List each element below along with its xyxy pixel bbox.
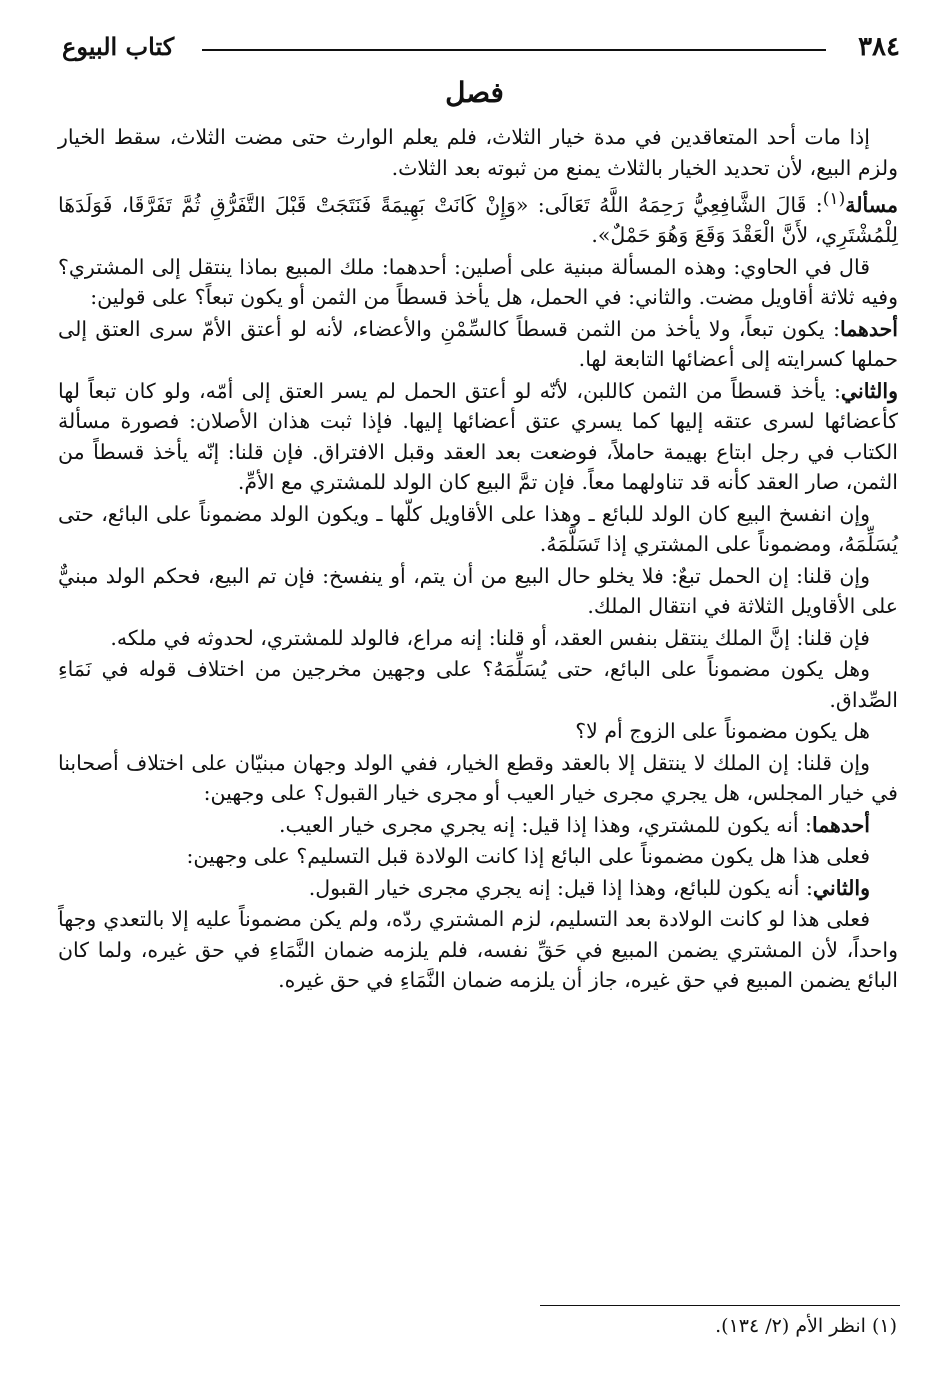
- section-title: فصل: [445, 76, 504, 109]
- paragraph: فعلى هذا لو كانت الولادة بعد التسليم، لزم المشتري ردّه، ولم يكن مضموناً عليه إلا بالتعدي وجهاً واحداً، لأن المشتري يضمن المبيع في حَقِّ نفسه، فلم يلزمه ضمان النَّمَاءِ في حق غيره، ولما كان البائع يضمن المبيع في حق غيره، جاز أن يلزمه ضمان النَّمَاءِ في حق غيره.: [58, 907, 898, 993]
- paragraph: وإن قلنا: إن الملك لا ينتقل إلا بالعقد وقطع الخيار، ففي الولد وجهان مبنيّان على اختلاف أصحابنا في خيار المجلس، هل يجري مجرى خيار العيب أو مجرى خيار القبول؟ على وجهين:: [58, 750, 898, 806]
- paragraph: إذا مات أحد المتعاقدين في مدة خيار الثلاث، فلم يعلم الوارث حتى مضت الثلاث، سقط الخيار ولزم البيع، لأن تحديد الخيار بالثلاث يمنع من ثبوته بعد الثلاث.: [58, 125, 898, 180]
- paragraph: مسألة$^{(١)}$: قَالَ الشَّافِعِيُّ رَحِمَهُ اللَّهُ تَعَالَى: «وَإِنْ كَانَتْ بَهِيمَةً فَنَتَجَتْ قَبْلَ التَّفَرُّقِ ثُمَّ تَفَرَّقَا، فَوَلَدَهَا لِلْمُشْتَرِي، لأَنَّ الْعَقْدَ وَقَعَ وَهُوَ حَمْلٌ».: [58, 189, 898, 248]
- book-title: كتاب البيوع: [62, 32, 175, 61]
- paragraph: أحدهما: يكون تبعاً، ولا يأخذ من الثمن قسطاً كالسِّمْنِ والأعضاء، لأنه لو أعتق الأمّ سرى العتق إلى حملها كسرايته إلى أعضائها التابعة لها.: [58, 316, 898, 372]
- paragraph: والثاني: يأخذ قسطاً من الثمن كاللبن، لأنّه لو أعتق الحمل لم يسر العتق إلى أمّه، ولو كان تبعاً لها كأعضائها لسرى عتقه إليها كما يسري عتق أعضائها إليها. فإذا ثبت هذان الأصلان: فصورة مسألة الكتاب في رجل ابتاع بهيمة حاملاً، فوضعت بعد العقد وقبل الافتراق. فإن قلنا: إنّه يأخذ قسطاً من الثمن، صار العقد كأنه قد تناولهما معاً. فإن تمَّ البيع كان الولد للمشتري مع الأمِّ.: [58, 378, 898, 495]
- paragraph: والثاني: أنه يكون للبائع، وهذا إذا قيل: إنه يجري مجرى خيار القبول.: [308, 875, 870, 900]
- header-rule: [202, 49, 826, 51]
- body-text: [58, 122, 898, 997]
- paragraph-lead: والثاني: [840, 378, 898, 403]
- footnote-rule: [540, 1305, 900, 1306]
- paragraph: فعلى هذا هل يكون مضموناً على البائع إذا كانت الولادة قبل التسليم؟ على وجهين:: [186, 844, 870, 869]
- footnote-mark: (١): [822, 189, 846, 209]
- footnote-number: (١): [871, 1315, 897, 1337]
- paragraph: قال في الحاوي: وهذه المسألة مبنية على أصلين: أحدهما: ملك المبيع بماذا ينتقل إلى المشتري؟ وفيه ثلاثة أقاويل مضت. والثاني: في الحمل، هل يأخذ قسطاً من الثمن أو يكون تبعاً؟ على قولين:: [58, 254, 898, 310]
- paragraph: وهل يكون مضموناً على البائع، حتى يُسَلِّمَهُ؟ على وجهين مخرجين من اختلاف قوله في نَمَاءِ الصِّداق.: [58, 657, 898, 712]
- paragraph-lead: أحدهما: [839, 316, 898, 341]
- footnote-text: انظر الأم (٢/ ١٣٤).: [715, 1315, 866, 1337]
- paragraph: هل يكون مضموناً على الزوج أم لا؟: [575, 719, 870, 744]
- footnote: [715, 1315, 897, 1337]
- paragraph-lead: أحدهما: [811, 812, 870, 837]
- paragraph: وإن انفسخ البيع كان الولد للبائع ـ وهذا على الأقاويل كلّها ـ ويكون الولد مضموناً على البائع، حتى يُسَلِّمَهُ، ومضموناً على المشتري إذا تَسَلَّمَهُ.: [58, 501, 898, 557]
- paragraph-lead: مسألة: [845, 192, 898, 217]
- paragraph: وإن قلنا: إن الحمل تبعٌ: فلا يخلو حال البيع من أن يتم، أو ينفسخ: فإن تم البيع، فحكم الولد مبنيٌّ على الأقاويل الثلاثة في انتقال الملك.: [58, 563, 898, 619]
- page-header: [62, 32, 900, 72]
- paragraph: أحدهما: أنه يكون للمشتري، وهذا إذا قيل: إنه يجري مجرى خيار العيب.: [278, 812, 870, 837]
- paragraph-lead: والثاني: [812, 875, 870, 900]
- page-number: ٣٨٤: [858, 32, 900, 62]
- paragraph: فإن قلنا: إنَّ الملك ينتقل بنفس العقد، أو قلنا: إنه مراع، فالولد للمشتري، لحدوثه في ملكه.: [110, 625, 870, 650]
